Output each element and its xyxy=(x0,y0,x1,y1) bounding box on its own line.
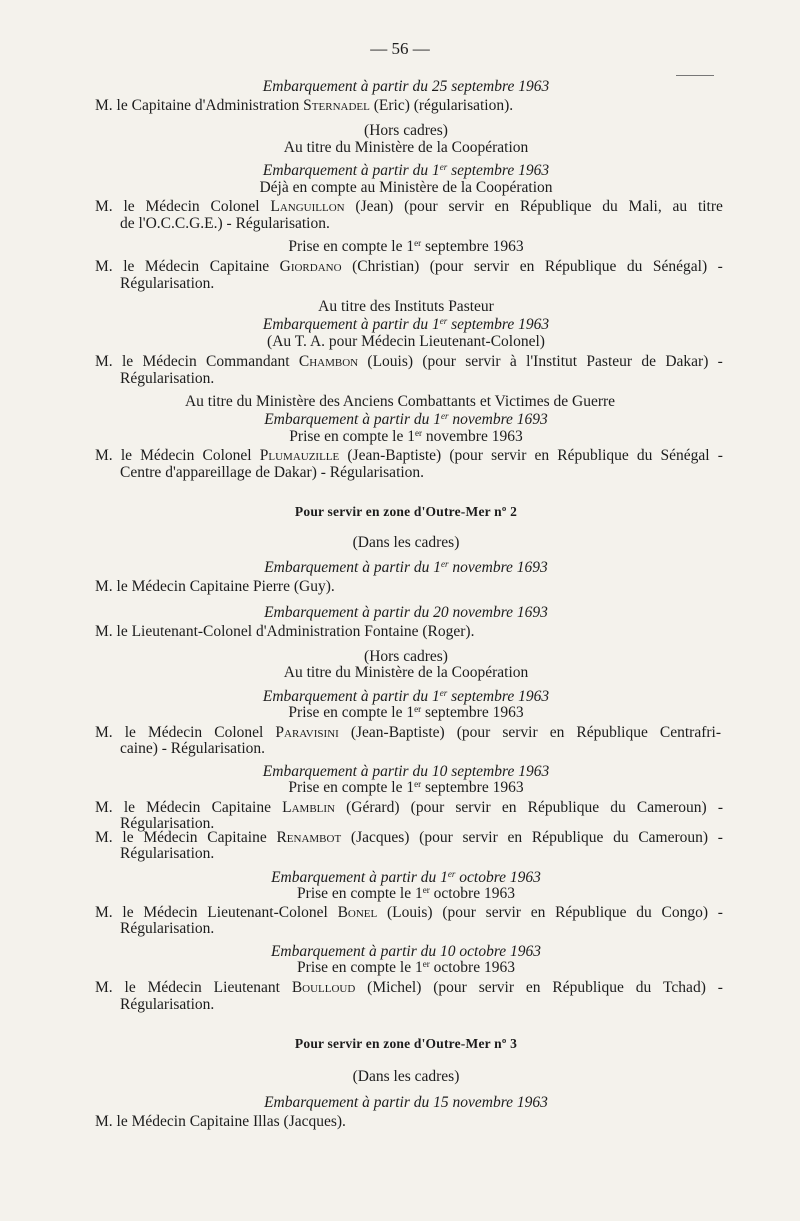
margin-rule xyxy=(676,75,714,76)
accounting-note: Déjà en compte au Ministère de la Coopération xyxy=(259,179,553,196)
personnel-entry: M. le Médecin Colonel Paravisini (Jean-Baptiste) (pour servir en République Centrafri- xyxy=(95,724,721,741)
personnel-entry-continuation: Régularisation. xyxy=(120,920,215,937)
zone-heading: Pour servir en zone d'Outre-Mer nº 3 xyxy=(294,1036,518,1051)
personnel-entry-continuation: Régularisation. xyxy=(120,275,215,292)
rank-note: (Au T. A. pour Médecin Lieutenant-Colonel) xyxy=(267,333,545,350)
personnel-entry: M. le Médecin Commandant Chambon (Louis) (pour servir à l'Institut Pasteur de Dakar) - xyxy=(95,353,723,370)
status-heading: (Hors cadres) xyxy=(364,648,448,665)
zone-heading: Pour servir en zone d'Outre-Mer nº 2 xyxy=(294,504,518,519)
personnel-entry-continuation: Régularisation. xyxy=(120,996,215,1013)
embarkation-date: Embarquement à partir du 20 novembre 1693 xyxy=(264,604,548,621)
personnel-entry-continuation: Régularisation. xyxy=(120,815,215,832)
embarkation-date: Embarquement à partir du 25 septembre 1963 xyxy=(262,78,550,95)
personnel-entry: M. le Médecin Capitaine Pierre (Guy). xyxy=(95,578,335,595)
personnel-entry: M. le Médecin Colonel Languillon (Jean) (pour servir en République du Mali, au titre xyxy=(95,198,723,215)
accounting-date: Prise en compte le 1er novembre 1963 xyxy=(289,428,523,445)
institute-heading: Au titre des Instituts Pasteur xyxy=(318,298,494,315)
embarkation-date: Embarquement à partir du 1er septembre 1963 xyxy=(262,162,550,179)
accounting-date: Prise en compte le 1er septembre 1963 xyxy=(288,779,524,796)
personnel-entry: M. le Médecin Colonel Plumauzille (Jean-Baptiste) (pour servir en République du Sénégal - xyxy=(95,447,723,464)
accounting-date: Prise en compte le 1er octobre 1963 xyxy=(297,959,515,976)
status-heading: (Dans les cadres) xyxy=(352,1068,460,1085)
personnel-entry: M. le Médecin Capitaine Giordano (Christian) (pour servir en République du Sénégal) - xyxy=(95,258,723,275)
personnel-entry-continuation: Centre d'appareillage de Dakar) - Régularisation. xyxy=(120,464,425,481)
accounting-date: Prise en compte le 1er octobre 1963 xyxy=(297,885,515,902)
embarkation-date: Embarquement à partir du 1er novembre 1693 xyxy=(264,411,548,428)
personnel-entry: M. le Médecin Capitaine Lamblin (Gérard) (pour servir en République du Cameroun) - xyxy=(95,799,723,816)
embarkation-date: Embarquement à partir du 10 septembre 1963 xyxy=(262,763,550,780)
embarkation-date: Embarquement à partir du 1er novembre 1693 xyxy=(264,559,548,576)
personnel-entry: M. le Médecin Capitaine Renambot (Jacques) (pour servir en République du Cameroun) - xyxy=(95,829,723,846)
personnel-entry-continuation: Régularisation. xyxy=(120,845,215,862)
ministry-heading: Au titre du Ministère des Anciens Combattants et Victimes de Guerre xyxy=(184,393,616,410)
personnel-entry-continuation: caine) - Régularisation. xyxy=(120,740,266,757)
embarkation-date: Embarquement à partir du 15 novembre 1963 xyxy=(264,1094,548,1111)
embarkation-date: Embarquement à partir du 1er septembre 1963 xyxy=(262,316,550,333)
status-heading: (Dans les cadres) xyxy=(352,534,460,551)
embarkation-date: Embarquement à partir du 10 octobre 1963 xyxy=(270,943,542,960)
personnel-entry-continuation: Régularisation. xyxy=(120,370,215,387)
ministry-heading: Au titre du Ministère de la Coopération xyxy=(283,139,529,156)
status-heading: (Hors cadres) xyxy=(364,122,448,139)
personnel-entry-continuation: de l'O.C.C.G.E.) - Régularisation. xyxy=(120,215,330,232)
accounting-date: Prise en compte le 1er septembre 1963 xyxy=(288,704,524,721)
accounting-date: Prise en compte le 1er septembre 1963 xyxy=(288,238,524,255)
personnel-entry: M. le Capitaine d'Administration Sternadel (Eric) (régularisation). xyxy=(95,97,514,114)
personnel-entry: M. le Médecin Lieutenant-Colonel Bonel (Louis) (pour servir en République du Congo) - xyxy=(95,904,723,921)
personnel-entry: M. le Lieutenant-Colonel d'Administration Fontaine (Roger). xyxy=(95,623,475,640)
ministry-heading: Au titre du Ministère de la Coopération xyxy=(283,664,529,681)
page-number: — 56 — xyxy=(370,39,430,58)
personnel-entry: M. le Médecin Lieutenant Boulloud (Michel) (pour servir en République du Tchad) - xyxy=(95,979,723,996)
personnel-entry: M. le Médecin Capitaine Illas (Jacques). xyxy=(95,1113,346,1130)
embarkation-date: Embarquement à partir du 1er octobre 1963 xyxy=(271,869,541,886)
embarkation-date: Embarquement à partir du 1er septembre 1963 xyxy=(262,688,550,705)
